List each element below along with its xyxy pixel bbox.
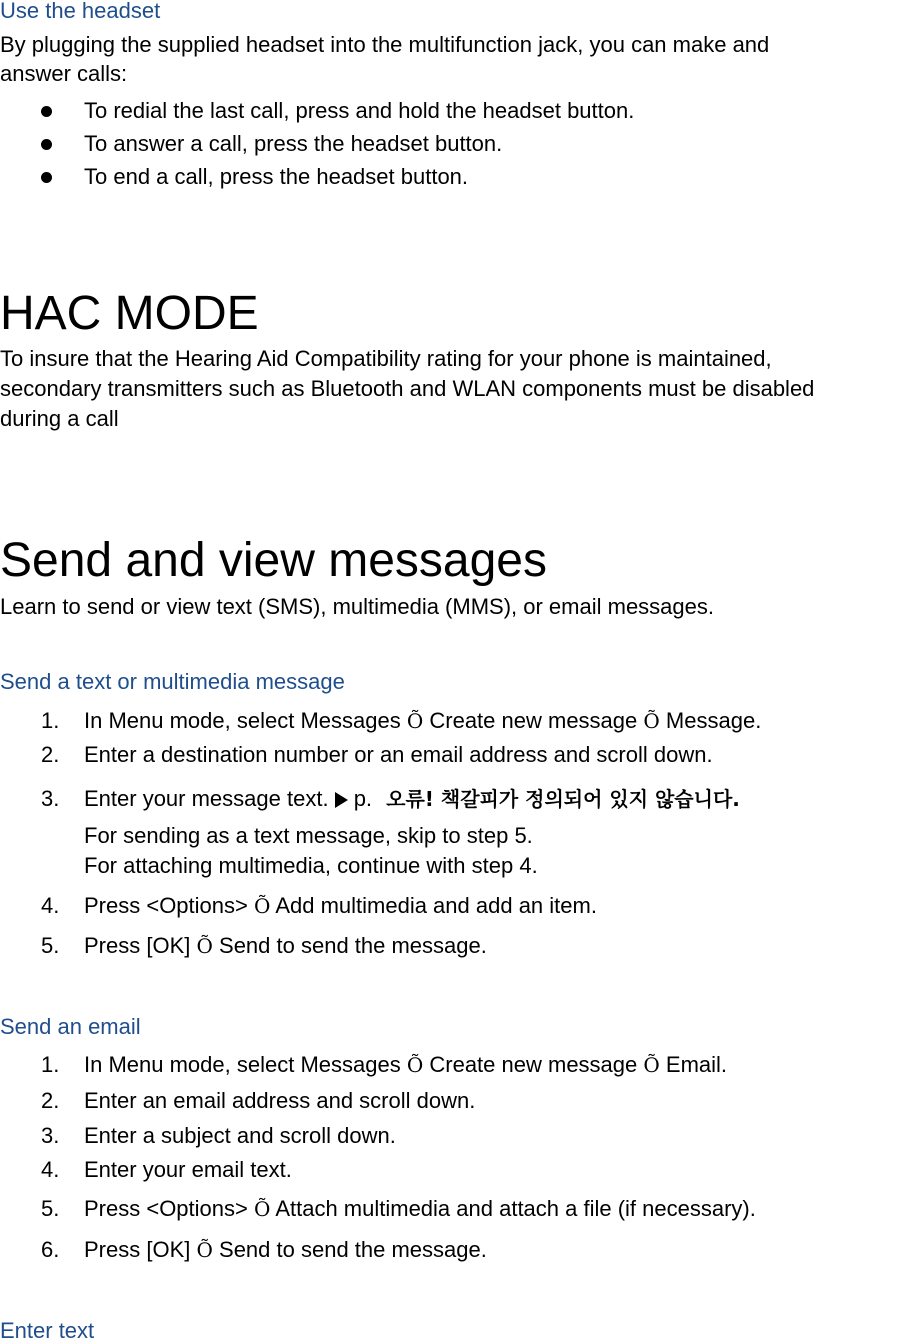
step-text: Press <Options> Õ Attach multimedia and attach a file (if necessary). (84, 1196, 756, 1221)
arrow-icon: Õ (406, 709, 424, 733)
bullet-icon (41, 106, 52, 117)
page-reference: p. (353, 786, 373, 811)
arrow-icon: Õ (254, 1197, 271, 1221)
step-text: In Menu mode, select Messages Õ Create new message Õ Message. (84, 708, 762, 733)
bullet-text: To end a call, press the headset button. (84, 164, 469, 189)
step-text: Press <Options> Õ Add multimedia and add an item. (84, 893, 597, 918)
step-text: Enter your email text. (84, 1157, 292, 1182)
page-title-hac-mode: HAC MODE (0, 287, 259, 340)
step-note-multimedia: For attaching multimedia, continue with step 4. (84, 853, 538, 878)
arrow-icon: Õ (643, 709, 660, 733)
section-heading-headset: Use the headset (0, 0, 161, 23)
step-number: 4. (41, 893, 60, 918)
arrow-icon: Õ (406, 1053, 424, 1077)
step-number: 4. (41, 1157, 60, 1182)
step-text: Press [OK] Õ Send to send the message. (84, 1237, 487, 1262)
bookmark-error-text: 오류! 책갈피가 정의되어 있지 않습니다. (386, 787, 740, 811)
step-number: 6. (41, 1237, 60, 1262)
arrow-icon: Õ (643, 1053, 660, 1077)
step-text: Press [OK] Õ Send to send the message. (84, 933, 487, 958)
bullet-text: To redial the last call, press and hold the headset button. (84, 98, 635, 123)
step-note-text: For sending as a text message, skip to step 5. (84, 823, 533, 848)
step-number: 1. (41, 708, 60, 733)
arrow-icon: Õ (254, 894, 271, 918)
step-number: 1. (41, 1052, 60, 1077)
step-text: In Menu mode, select Messages Õ Create new message Õ Email. (84, 1052, 728, 1077)
step-text: Enter a destination number or an email address and scroll down. (84, 742, 713, 767)
step-text: Enter an email address and scroll down. (84, 1088, 476, 1113)
step-number: 2. (41, 742, 60, 767)
messages-intro: Learn to send or view text (SMS), multimedia (MMS), or email messages. (0, 594, 715, 619)
bullet-icon (41, 172, 52, 183)
bullet-icon (41, 139, 52, 150)
step-number: 3. (41, 1123, 60, 1148)
section-heading-email: Send an email (0, 1014, 141, 1039)
hac-line3: during a call (0, 406, 119, 431)
headset-intro-line1: By plugging the supplied headset into the multifunction jack, you can make and (0, 32, 770, 57)
step-number: 5. (41, 933, 60, 958)
play-arrow-icon (335, 792, 348, 808)
step-number: 2. (41, 1088, 60, 1113)
arrow-icon: Õ (196, 934, 213, 958)
section-heading-enter-text: Enter text (0, 1318, 95, 1343)
step-text: Enter a subject and scroll down. (84, 1123, 396, 1148)
step-text: Enter your message text. p. 오류! 책갈피가 정의되어 있지 않습니다. (84, 786, 740, 811)
step-number: 3. (41, 786, 60, 811)
page-title-messages: Send and view messages (0, 534, 547, 587)
section-heading-text-message: Send a text or multimedia message (0, 669, 345, 694)
arrow-icon: Õ (196, 1238, 213, 1262)
bullet-text: To answer a call, press the headset button. (84, 131, 503, 156)
headset-intro-line2: answer calls: (0, 61, 128, 86)
step-number: 5. (41, 1196, 60, 1221)
hac-line1: To insure that the Hearing Aid Compatibility rating for your phone is maintained, (0, 346, 772, 371)
hac-line2: secondary transmitters such as Bluetooth and WLAN components must be disabled (0, 376, 815, 401)
